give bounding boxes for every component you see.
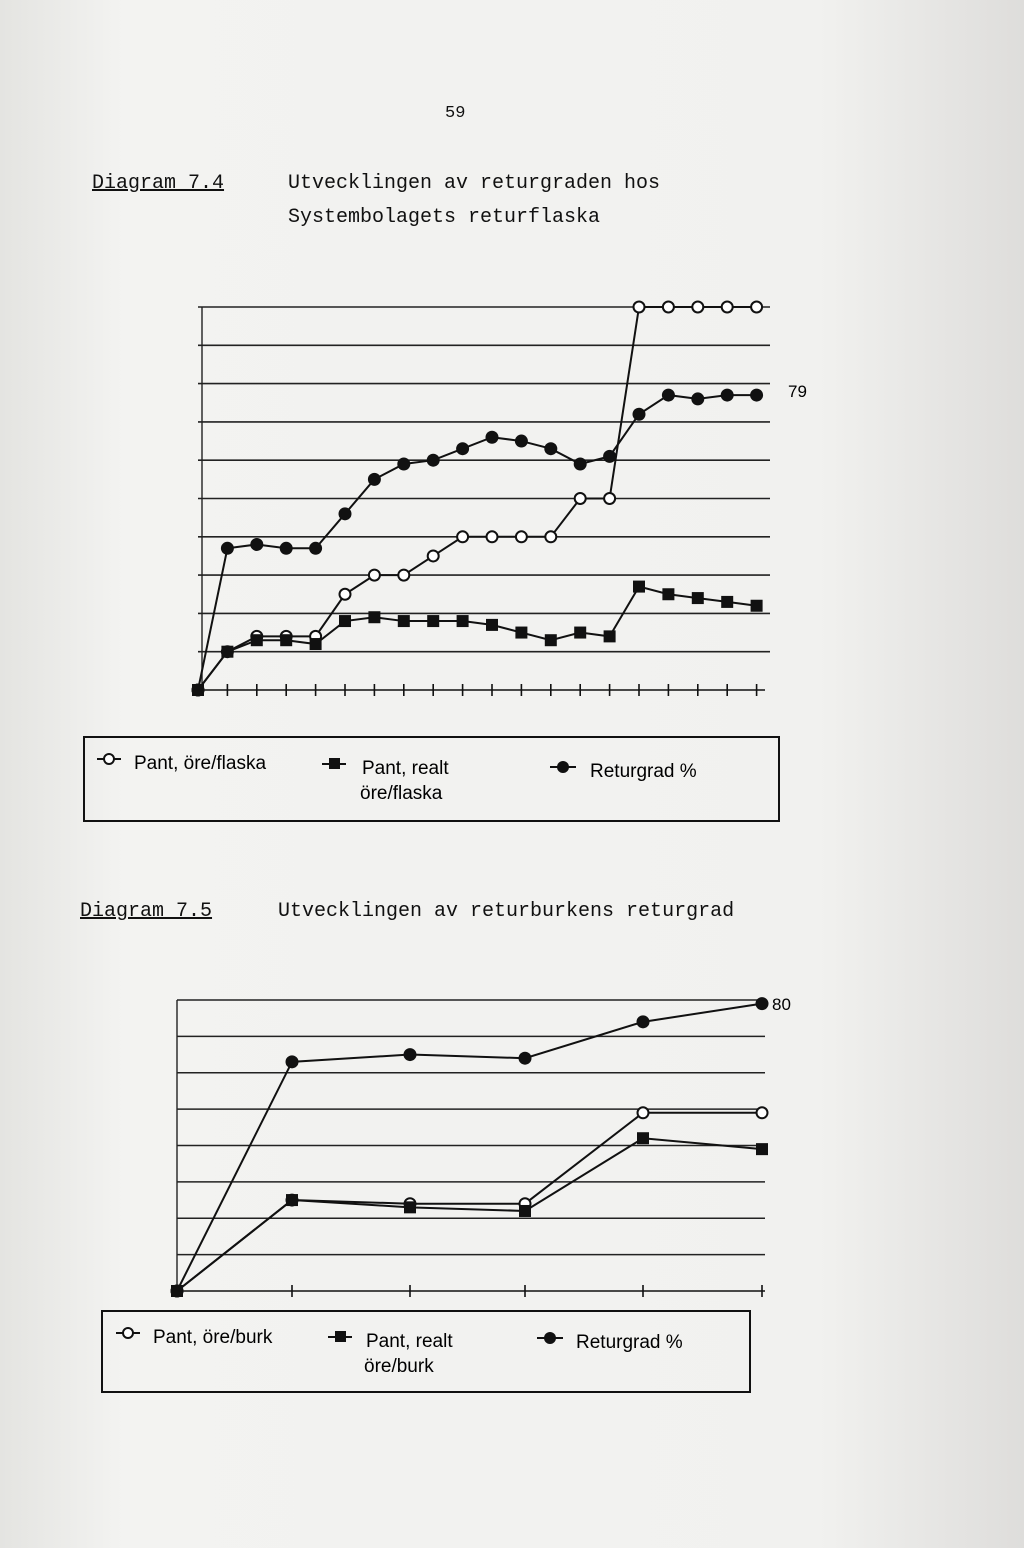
data-point-2-19 xyxy=(750,389,763,402)
data-point-2-11 xyxy=(515,435,528,448)
data-point-2-4 xyxy=(309,542,322,555)
legend-open-circle-icon xyxy=(104,754,114,764)
data-point-1-13 xyxy=(574,627,586,639)
data-point-1-12 xyxy=(545,634,557,646)
legend-pant-label: Pant, öre/flaska xyxy=(134,753,267,774)
data-point-2-9 xyxy=(456,442,469,455)
legend-filled-circle-icon xyxy=(544,1332,556,1344)
data-point-0-16 xyxy=(663,302,674,313)
data-point-1-5 xyxy=(339,615,351,627)
legend-filled-circle-icon xyxy=(557,761,569,773)
data-point-2-13 xyxy=(574,458,587,471)
data-point-2-15 xyxy=(633,408,646,421)
data-point-1-18 xyxy=(721,596,733,608)
data-point-2-16 xyxy=(662,389,675,402)
diagram-7-5-title: Utvecklingen av returburkens returgrad xyxy=(278,900,735,923)
chart-7-5-lines xyxy=(177,1004,762,1291)
series-line-2 xyxy=(177,1004,762,1291)
data-point-2-1 xyxy=(286,1055,299,1068)
data-point-1-9 xyxy=(457,615,469,627)
chart-7-5-legend xyxy=(116,1327,683,1377)
data-point-2-5 xyxy=(339,507,352,520)
data-point-1-4 xyxy=(310,638,322,650)
chart-7-5-grid xyxy=(177,1000,765,1291)
diagram-7-4-title-line2: Systembolagets returflaska xyxy=(288,206,601,229)
data-point-0-15 xyxy=(634,302,645,313)
chart-7-4-x-axis xyxy=(198,684,765,696)
data-point-2-4 xyxy=(637,1015,650,1028)
data-point-1-1 xyxy=(286,1194,298,1206)
data-point-2-10 xyxy=(486,431,499,444)
data-point-1-3 xyxy=(519,1205,531,1217)
data-point-2-7 xyxy=(397,458,410,471)
legend-retur-label: Returgrad % xyxy=(576,1332,683,1353)
data-point-0-14 xyxy=(604,493,615,504)
data-point-2-12 xyxy=(544,442,557,455)
data-point-0-7 xyxy=(398,570,409,581)
data-point-1-1 xyxy=(221,646,233,658)
chart-7-5-x-axis xyxy=(177,1285,765,1297)
data-point-0-5 xyxy=(757,1107,768,1118)
data-point-1-6 xyxy=(368,611,380,623)
page-number: 59 xyxy=(445,104,466,123)
data-point-1-19 xyxy=(751,600,763,612)
data-point-1-14 xyxy=(604,630,616,642)
data-point-2-17 xyxy=(691,392,704,405)
diagram-7-5-label: Diagram 7.5 xyxy=(80,900,213,923)
diagram-7-4-title xyxy=(288,167,660,235)
legend-realt-label-2: öre/burk xyxy=(364,1356,434,1377)
data-point-1-2 xyxy=(251,634,263,646)
diagram-7-4-title-line1: Utvecklingen av returgraden hos xyxy=(288,172,661,195)
data-point-0-18 xyxy=(722,302,733,313)
legend-square-icon xyxy=(335,1331,346,1342)
data-point-2-8 xyxy=(427,454,440,467)
data-point-1-16 xyxy=(662,588,674,600)
diagram-7-4-label: Diagram 7.4 xyxy=(92,172,225,195)
legend-realt-label-1: Pant, realt xyxy=(362,758,449,779)
legend-pant-label: Pant, öre/burk xyxy=(153,1327,273,1348)
chart-7-4-end-label: 79 xyxy=(788,382,807,401)
data-point-1-5 xyxy=(756,1143,768,1155)
data-point-1-15 xyxy=(633,581,645,593)
data-point-0-12 xyxy=(545,531,556,542)
legend-square-icon xyxy=(329,758,340,769)
data-point-2-5 xyxy=(756,997,769,1010)
data-point-2-1 xyxy=(221,542,234,555)
data-point-2-3 xyxy=(519,1052,532,1065)
data-point-1-11 xyxy=(515,627,527,639)
chart-7-5 xyxy=(0,975,1024,1435)
series-line-0 xyxy=(177,1113,762,1291)
data-point-0-9 xyxy=(457,531,468,542)
data-point-1-17 xyxy=(692,592,704,604)
data-point-0-13 xyxy=(575,493,586,504)
chart-7-5-markers xyxy=(171,997,769,1297)
data-point-0-6 xyxy=(369,570,380,581)
legend-realt-label-2: öre/flaska xyxy=(360,783,443,804)
data-point-1-3 xyxy=(280,634,292,646)
legend-realt-label-1: Pant, realt xyxy=(366,1331,453,1352)
chart-7-5-end-label: 80 xyxy=(772,995,791,1014)
data-point-0-8 xyxy=(428,550,439,561)
series-line-1 xyxy=(177,1138,762,1291)
data-point-1-10 xyxy=(486,619,498,631)
data-point-2-2 xyxy=(404,1048,417,1061)
legend-retur-label: Returgrad % xyxy=(590,761,697,782)
data-point-0-4 xyxy=(638,1107,649,1118)
data-point-0-19 xyxy=(751,302,762,313)
data-point-0-11 xyxy=(516,531,527,542)
data-point-1-8 xyxy=(427,615,439,627)
data-point-0-10 xyxy=(487,531,498,542)
data-point-0-17 xyxy=(692,302,703,313)
data-point-1-7 xyxy=(398,615,410,627)
data-point-2-2 xyxy=(250,538,263,551)
data-point-2-3 xyxy=(280,542,293,555)
data-point-2-14 xyxy=(603,450,616,463)
legend-open-circle-icon xyxy=(123,1328,133,1338)
data-point-2-18 xyxy=(721,389,734,402)
data-point-0-5 xyxy=(340,589,351,600)
chart-7-4-legend xyxy=(97,753,697,804)
data-point-1-2 xyxy=(404,1201,416,1213)
data-point-2-6 xyxy=(368,473,381,486)
data-point-1-4 xyxy=(637,1132,649,1144)
